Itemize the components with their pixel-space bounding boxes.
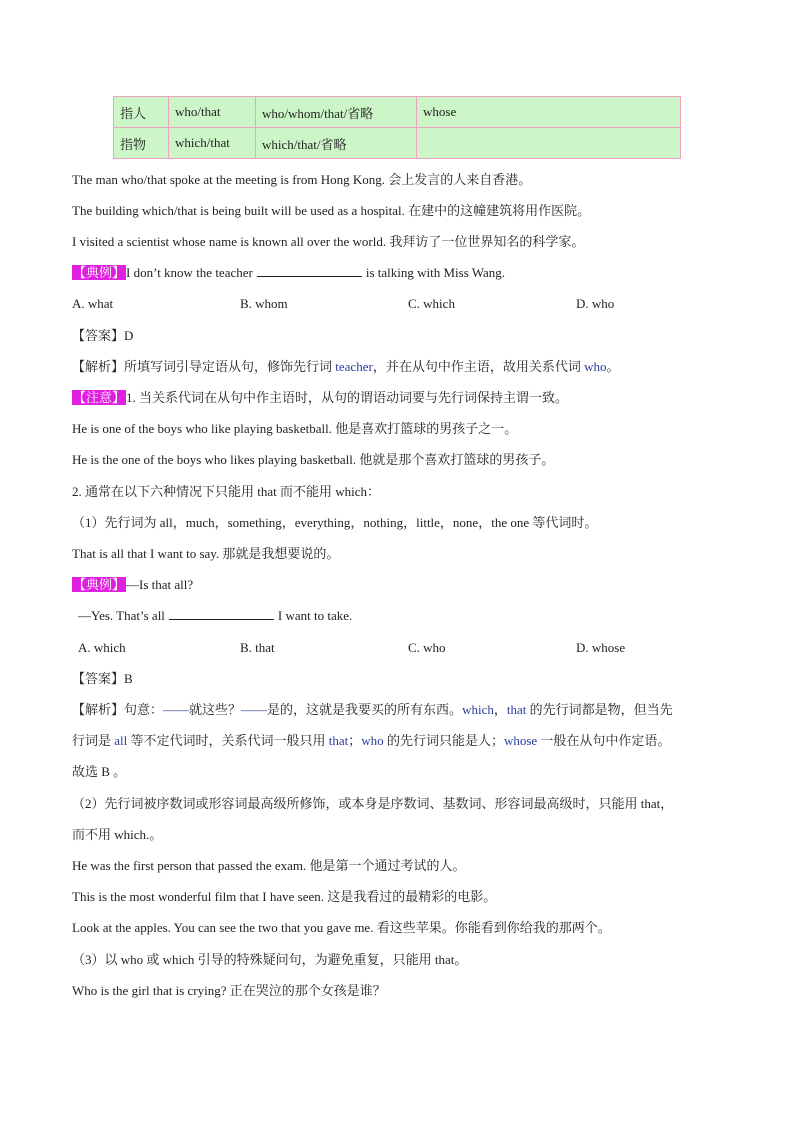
answer-tag: 【答案】 <box>72 671 125 686</box>
analysis-tag: 【解析】 <box>72 359 125 374</box>
section-heading: 2. 通常在以下六种情况下只能用 that 而不能用 which： <box>72 484 381 499</box>
table-row <box>114 128 681 159</box>
question-2-line-2 <box>78 607 352 625</box>
answer-value: B <box>124 671 133 686</box>
analysis-text: 行词是 <box>72 733 115 748</box>
option-a: A. which <box>78 640 126 655</box>
analysis-text: ， <box>493 702 507 717</box>
example-sentence: This is the most wonderful film that I have seen. 这是我看过的最精彩的电影。 <box>72 889 497 904</box>
analysis-keyword: that <box>328 733 349 748</box>
example-sentence: Look at the apples. You can see the two that you gave me. 看这些苹果。你能看到你给我的那两个。 <box>72 920 611 935</box>
example-sentence: He is one of the boys who like playing basketball. 他是喜欢打篮球的男孩子之一。 <box>72 421 518 436</box>
question-text: I don’t know the teacher <box>126 265 253 280</box>
analysis-text: 的先行词只能是人； <box>383 733 504 748</box>
example-sentence: He was the first person that passed the exam. 他是第一个通过考试的人。 <box>72 858 466 873</box>
option-c: C. who <box>408 640 446 655</box>
question-1-stem <box>72 264 505 282</box>
case-1-text: （1）先行词为 all，much，something，everything，nothing，little，none，the one 等代词时。 <box>72 515 598 530</box>
option-a: A. what <box>72 296 114 311</box>
analysis-keyword: teacher <box>335 359 373 374</box>
example-sentence: That is all that I want to say. 那就是我想要说的。 <box>72 546 340 561</box>
example-sentence: He is the one of the boys who likes playing basketball. 他就是那个喜欢打篮球的男孩子。 <box>72 452 555 467</box>
note-text: 1. 当关系代词在从句中作主语时，从句的谓语动词要与先行词保持主谓一致。 <box>126 390 569 405</box>
example-tag: 【典例】 <box>73 265 126 280</box>
analysis-keyword: whose <box>503 733 538 748</box>
analysis-tag: 【解析】 <box>72 702 125 717</box>
analysis-keyword: all <box>114 733 128 748</box>
table-cell: who/whom/that/省略 <box>256 97 417 128</box>
pronoun-table <box>113 96 681 159</box>
analysis-text: ，并在从句中作主语，故用关系代词 <box>372 359 585 374</box>
example-sentence: The building which/that is being built will be used as a hospital. 在建中的这幢建筑将用作医院。 <box>72 203 591 218</box>
table-cell: whose <box>417 97 681 128</box>
table-row <box>114 97 681 128</box>
option-c: C. which <box>408 296 455 311</box>
analysis-keyword: that <box>506 702 527 717</box>
analysis-dash: —— <box>241 702 268 717</box>
note-tag: 【注意】 <box>73 390 126 405</box>
analysis-keyword: which <box>462 702 494 717</box>
note-line <box>72 389 568 407</box>
question-text: I want to take. <box>277 608 353 623</box>
analysis-line <box>72 358 619 376</box>
example-tag: 【典例】 <box>73 577 126 592</box>
answer-value: D <box>124 328 134 343</box>
analysis-text: 一般在从句中作定语。 <box>537 733 671 748</box>
table-cell: who/that <box>169 97 256 128</box>
question-2-line-1 <box>72 576 193 594</box>
analysis-conclusion: 故选 B 。 <box>72 764 127 779</box>
analysis-text: 。 <box>606 359 620 374</box>
option-b: B. whom <box>240 296 288 311</box>
option-d: D. whose <box>576 640 626 655</box>
analysis-text: 所填写词引导定语从句，修饰先行词 <box>124 359 336 374</box>
question-text: —Is that all? <box>126 577 194 592</box>
answer-line <box>72 327 133 345</box>
answer-tag: 【答案】 <box>72 328 125 343</box>
table-cell: which/that <box>169 128 256 159</box>
analysis-text: 是的，这就是我要买的所有东西。 <box>267 702 463 717</box>
analysis-text: 的先行词都是物，但当先 <box>526 702 673 717</box>
table-cell: 指物 <box>114 128 169 159</box>
question-text: is talking with Miss Wang. <box>365 265 506 280</box>
analysis-text: ； <box>348 733 362 748</box>
case-2-text: （2）先行词被序数词或形容词最高级所修饰，或本身是序数词、基数词、形容词最高级时，只能用 that， <box>72 796 674 811</box>
analysis-keyword: who <box>361 733 384 748</box>
analysis-line <box>72 701 673 719</box>
analysis-keyword: who <box>584 359 607 374</box>
answer-blank <box>257 264 362 277</box>
example-sentence: Who is the girl that is crying? 正在哭泣的那个女孩是谁？ <box>72 983 386 998</box>
table-cell: which/that/省略 <box>256 128 417 159</box>
analysis-text: 等不定代词时，关系代词一般只用 <box>127 733 329 748</box>
case-3-text: （3）以 who 或 which 引导的特殊疑问句，为避免重复，只能用 that。 <box>72 952 468 967</box>
case-2-text: 而不用 which.。 <box>72 827 163 842</box>
table-cell: 指人 <box>114 97 169 128</box>
example-sentence: The man who/that spoke at the meeting is from Hong Kong. 会上发言的人来自香港。 <box>72 172 532 187</box>
analysis-line <box>72 732 670 750</box>
analysis-text: 就这些？ <box>189 702 242 717</box>
answer-blank <box>169 607 274 620</box>
option-d: D. who <box>576 296 615 311</box>
question-text: —Yes. That’s all <box>78 608 165 623</box>
example-sentence: I visited a scientist whose name is known all over the world. 我拜访了一位世界知名的科学家。 <box>72 234 585 249</box>
analysis-text: 句意： <box>124 702 164 717</box>
option-b: B. that <box>240 640 275 655</box>
answer-line <box>72 670 133 688</box>
analysis-dash: —— <box>163 702 190 717</box>
table-cell <box>417 128 681 159</box>
